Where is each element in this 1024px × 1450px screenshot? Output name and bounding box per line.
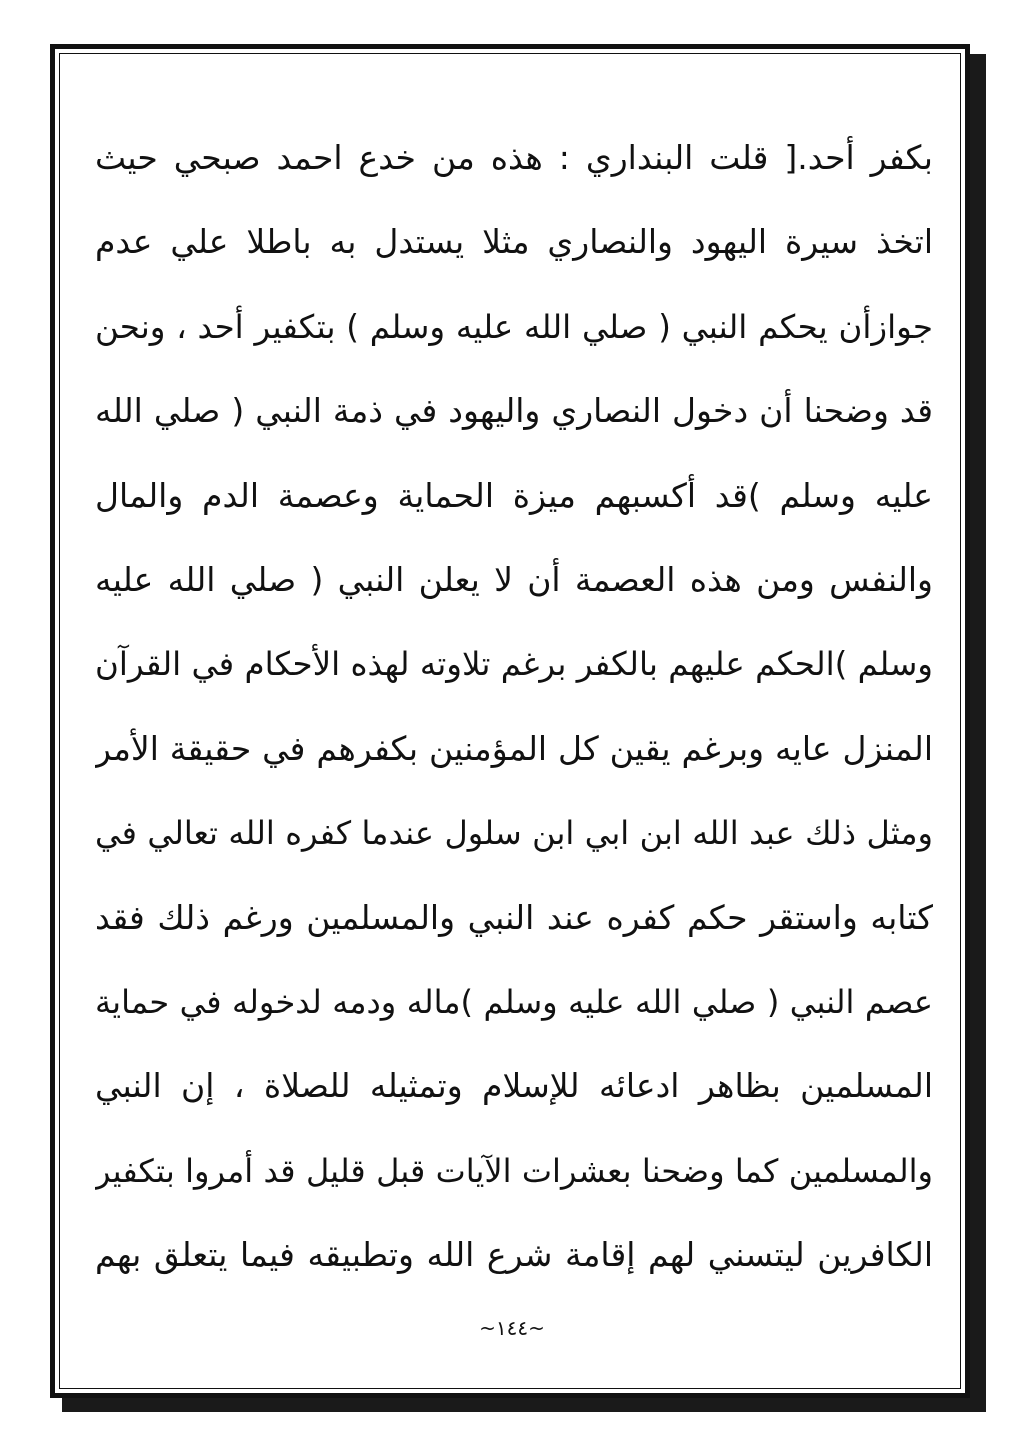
text-line-13: والمسلمين كما وضحنا بعشرات الآيات قبل قليل قد أمروا بتكفير [95,1151,933,1190]
text-line-3: جوازأن يحكم النبي ( صلي الله عليه وسلم ) بتكفير أحد ، ونحن [95,307,933,346]
text-line-6: والنفس ومن هذه العصمة أن لا يعلن النبي ( صلي الله عليه [95,559,933,599]
text-line-4: قد وضحنا أن دخول النصاري واليهود في ذمة النبي ( صلي الله [95,391,933,431]
page-number: ~١٤٤~ [479,1316,545,1340]
text-line-2: اتخذ سيرة اليهود والنصاري مثلا يستدل به باطلا علي عدم [95,222,933,262]
text-line-10: كتابه واستقر حكم كفره عند النبي والمسلمين ورغم ذلك فقد [95,897,933,937]
text-line-8: المنزل عايه وبرغم يقين كل المؤمنين بكفرهم في حقيقة الأمر [95,728,933,768]
text-line-1: بكفر أحد.[ قلت البنداري : هذه من خدع احمد صبحي حيث [95,138,933,177]
text-line-12: المسلمين بظاهر ادعائه للإسلام وتمثيله للصلاة ، إن النبي [95,1066,933,1106]
text-line-7: وسلم )الحكم عليهم بالكفر برغم تلاوته لهذه الأحكام في القرآن [95,645,933,684]
body-text [95,116,933,1297]
text-line-9: ومثل ذلك عبد الله ابن ابي ابن سلول عندما كفره الله تعالي في [95,814,933,853]
text-line-14: الكافرين ليتسني لهم إقامة شرع الله وتطبيقه فيما يتعلق بهم [95,1235,933,1275]
text-line-5: عليه وسلم )قد أكسبهم ميزة الحماية وعصمة الدم والمال [95,475,933,515]
text-line-11: عصم النبي ( صلي الله عليه وسلم )ماله ودمه لدخوله في حماية [95,982,933,1021]
